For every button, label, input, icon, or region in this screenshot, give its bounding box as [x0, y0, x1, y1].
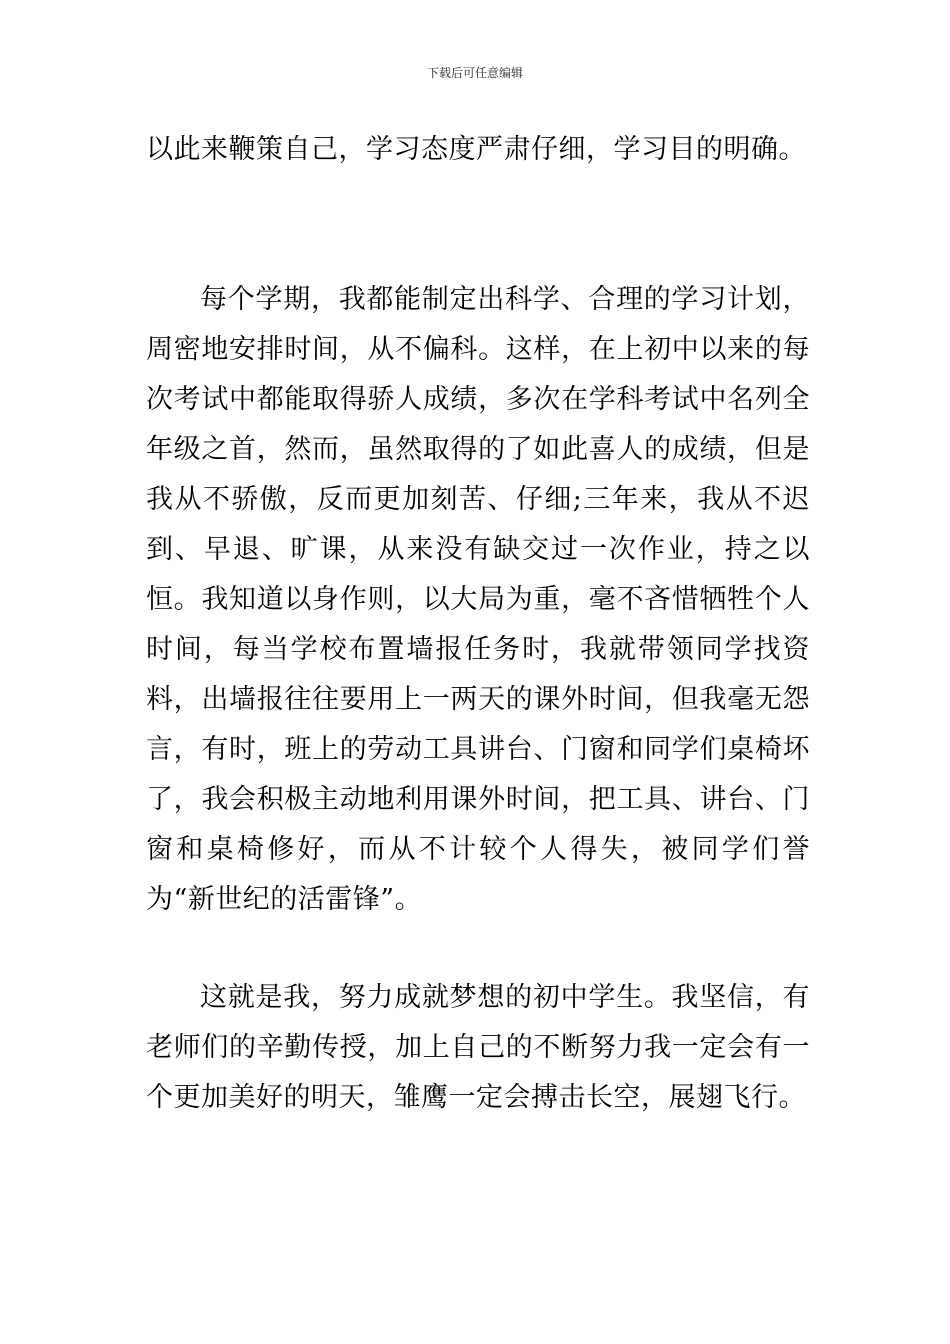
page-header-note: 下载后可任意编辑 — [426, 66, 523, 80]
paragraph-3: 这就是我，努力成就梦想的初中学生。我坚信，有老师们的辛勤传授，加上自己的不断努力我一定会有一个更加美好的明天，雏鹰一定会搏击长空，展翅飞行。 — [146, 982, 810, 1113]
paragraph-1: 以此来鞭策自己，学习态度严肃仔细，学习目的明确。 — [146, 134, 806, 165]
paragraph-2: 每个学期，我都能制定出科学、合理的学习计划，周密地安排时间，从不偏科。这样，在上初中以来的每次考试中都能取得骄人成绩，多次在学科考试中名列全年级之首，然而，虽然取得的了如此喜人的成绩，但是我从不骄傲，反而更加刻苦、仔细;三年来，我从不迟到、早退、旷课，从来没有缺交过一次作业，持之以恒。我知道以身作则，以大局为重，毫不吝惜牺牲个人时间，每当学校布置墙报任务时，我就带领同学找资料，出墙报往往要用上一两天的课外时间，但我毫无怨言，有时，班上的劳动工具讲台、门窗和同学们桌椅坏了，我会积极主动地利用课外时间，把工具、讲台、门窗和桌椅修好，而从不计较个人得失，被同学们誉为“新世纪的活雷锋”。 — [146, 284, 810, 915]
